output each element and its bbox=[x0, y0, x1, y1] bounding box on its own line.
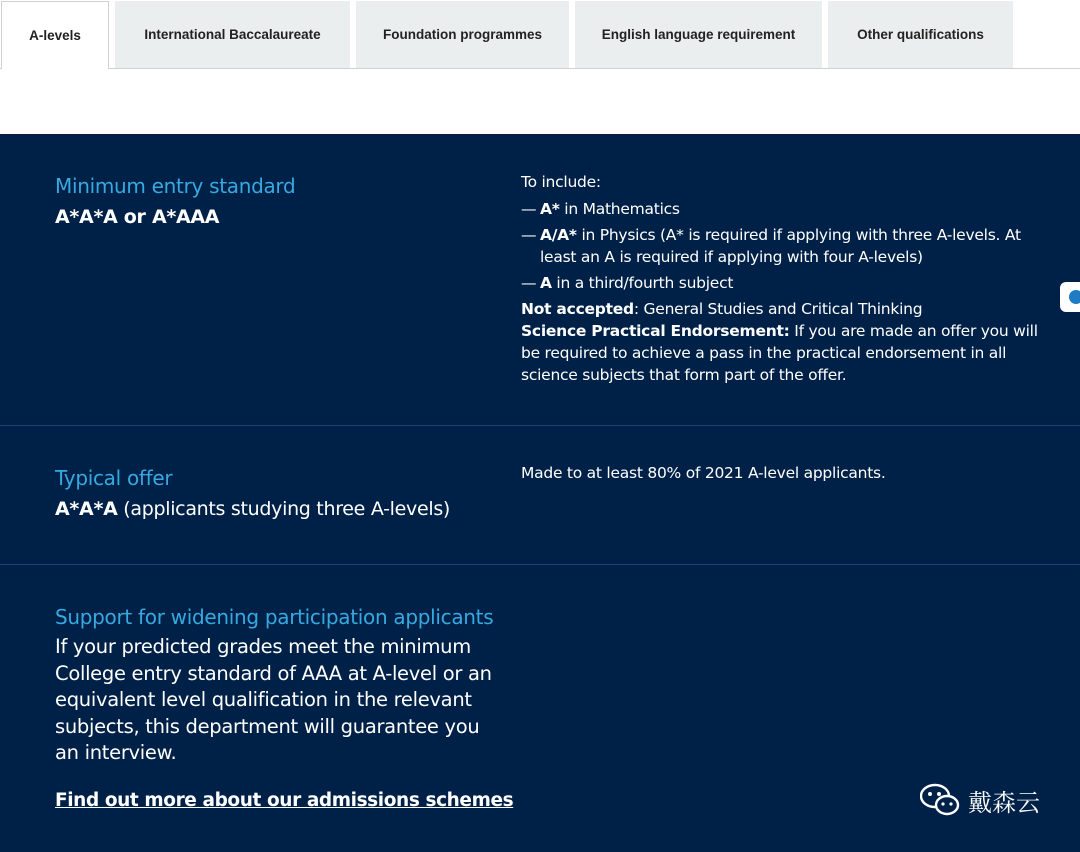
typical-offer-title: Typical offer bbox=[55, 466, 173, 490]
not-accepted-line bbox=[521, 298, 1041, 320]
typical-offer-detail: (applicants studying three A-levels) bbox=[117, 498, 451, 520]
tab-a-levels[interactable]: A-levels bbox=[1, 1, 109, 69]
dash-icon: — bbox=[521, 200, 537, 218]
tab-english-language-requirement[interactable]: English language requirement bbox=[575, 1, 822, 68]
minimum-entry-title: Minimum entry standard bbox=[55, 174, 296, 198]
typical-offer-note: Made to at least 80% of 2021 A-level applicants. bbox=[521, 464, 886, 482]
tab-baseline bbox=[0, 68, 1080, 69]
science-practical-text: If you are made an offer you will be required to achieve a pass in the practical endorsement in all science subjects that form part of the offer. bbox=[521, 322, 1038, 384]
list-item bbox=[521, 224, 1041, 268]
grade-bold: A* bbox=[540, 200, 560, 218]
grade-bold: A bbox=[540, 274, 552, 292]
minimum-entry-details bbox=[521, 171, 1041, 386]
minimum-entry-value: A*A*A or A*AAA bbox=[55, 206, 220, 228]
tab-other-qualifications[interactable]: Other qualifications bbox=[828, 1, 1013, 68]
typical-offer-grade: A*A*A bbox=[55, 498, 118, 520]
bullet-text: in Physics (A* is required if applying with three A-levels. At least an A is required if applying with four A-levels) bbox=[540, 226, 1021, 266]
widening-participation-body: If your predicted grades meet the minimum College entry standard of AAA at A-level or an equivalent level qualification in the relevant subjects, this department will guarantee you an interview. bbox=[55, 635, 492, 764]
dash-icon: — bbox=[521, 226, 537, 244]
typical-offer-value bbox=[55, 498, 450, 520]
watermark bbox=[920, 782, 1040, 818]
grade-bold: A/A* bbox=[540, 226, 577, 244]
bullet-text: in a third/fourth subject bbox=[551, 274, 734, 292]
science-practical-label: Science Practical Endorsement: bbox=[521, 322, 790, 340]
list-item bbox=[521, 198, 1041, 220]
admissions-schemes-link[interactable]: Find out more about our admissions schemes bbox=[55, 790, 514, 811]
watermark-text: 戴森云 bbox=[968, 788, 1040, 817]
widening-participation-title: Support for widening participation applicants bbox=[55, 605, 494, 629]
science-practical-line bbox=[521, 320, 1041, 386]
requirements-panel bbox=[0, 134, 1080, 852]
tab-international-baccalaureate[interactable]: International Baccalaureate bbox=[115, 1, 350, 68]
wechat-icon bbox=[920, 782, 960, 818]
bullet-text: in Mathematics bbox=[559, 200, 680, 218]
help-icon bbox=[1069, 290, 1080, 304]
section-divider bbox=[0, 425, 1080, 426]
not-accepted-text: : General Studies and Critical Thinking bbox=[633, 300, 923, 318]
include-label: To include: bbox=[521, 173, 601, 191]
not-accepted-label: Not accepted bbox=[521, 300, 634, 318]
tab-bar bbox=[0, 0, 1080, 69]
list-item bbox=[521, 272, 1041, 294]
side-help-button[interactable] bbox=[1060, 282, 1080, 312]
tab-foundation-programmes[interactable]: Foundation programmes bbox=[356, 1, 569, 68]
section-divider bbox=[0, 564, 1080, 565]
dash-icon: — bbox=[521, 274, 537, 292]
